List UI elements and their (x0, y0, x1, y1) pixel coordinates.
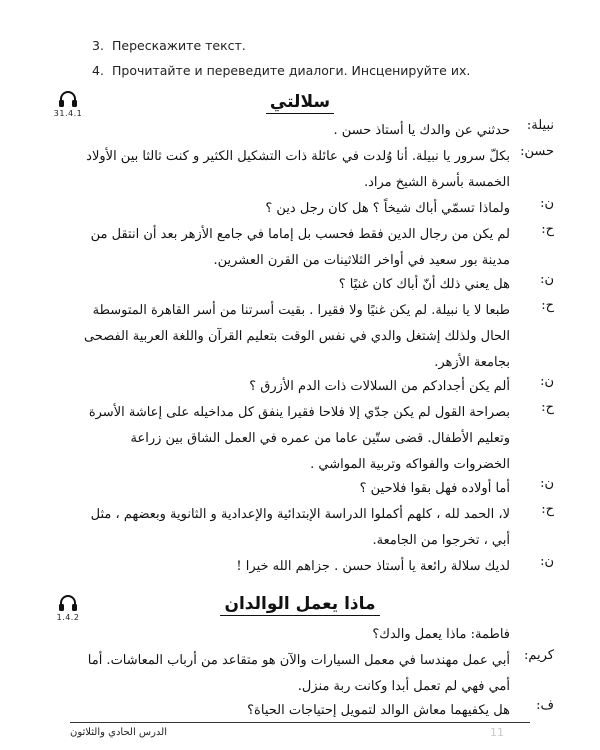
dialogue-line (80, 298, 554, 376)
dialogue-line (80, 698, 554, 724)
instruction-number: 3. (92, 38, 104, 53)
instruction-number: 4. (92, 63, 104, 78)
audio-code: 31.4.1 (53, 109, 83, 118)
speaker: حسن: (520, 144, 554, 159)
line-text: هل يكفيهما معاش الوالد لتمويل إحتياجات الحياة؟ (247, 703, 510, 718)
lesson-title: الدرس الحادي والثلاثون (70, 727, 168, 738)
instruction-4 (92, 63, 470, 78)
speaker: ن: (540, 476, 554, 491)
line-text: لديك سلالة رائعة يا أستاذ حسن . جزاهم الله خيرا ! (236, 559, 510, 574)
dialogue-line (80, 118, 554, 144)
line-text: هل يعني ذلك أنّ أباك كان غنيًا ؟ (338, 277, 510, 292)
line-text: فاطمة: ماذا يعمل والدك؟ (372, 627, 510, 642)
dialogue-line (80, 648, 554, 700)
speaker: نبيلة: (526, 118, 554, 133)
dialogue-line (80, 196, 554, 222)
footer-divider (70, 722, 530, 723)
line-text: أبي عمل مهندسا في معمل السيارات والآن هو متقاعد من أرباب المعاشات. أما أمي فهي لم تعمل أبدا وكانت ربة منزل. (87, 653, 510, 694)
speaker: ح: (541, 400, 554, 415)
speaker: ن: (540, 272, 554, 287)
line-text: طبعا لا يا نبيلة. لم يكن غنيًا ولا فقيرا . بقيت أسرتنا من أسر القاهرة المتوسطة الحال ولذلك إشتغل والدي في نفس الوقت بتعليم القرآن واللغة العربية الفصحى بجامعة الأزهر. (83, 303, 510, 370)
line-text: لا، الحمد لله ، كلهم أكملوا الدراسة الإبتدائية والإعدادية و الثانوية وبعضهم ، مثل أبي ، تخرجوا من الجامعة. (90, 507, 510, 548)
line-text: أما أولاده فهل بقوا فلاحين ؟ (359, 481, 510, 496)
dialogue-line (80, 476, 554, 502)
line-text: حدثني عن والدك يا أستاذ حسن . (333, 123, 510, 138)
dialogue-line (80, 554, 554, 580)
dialogue-line (80, 374, 554, 400)
line-text: لم يكن من رجال الدين فقط فحسب بل إماما في جامع الأزهر بعد أن انتقل من مدينة بور سعيد في أواخر الثلاثينات من القرن العشرين. (90, 227, 510, 268)
line-text: بصراحة القول لم يكن جدّي إلا فلاحا فقيرا ينفق كل مداخيله على إعاشة الأسرة وتعليم الأطفال. قضى ستّين عاما من عمره في العمل الشاق بين زراعة الخضروات والفواكه وتربية المواشي . (88, 405, 510, 472)
dialogue-line (80, 400, 554, 478)
dialogue-line (80, 222, 554, 274)
dialogue-line (80, 502, 554, 554)
speaker: ن: (540, 554, 554, 569)
dialogue-line (80, 272, 554, 298)
page-number: 11 (490, 726, 504, 739)
instruction-3 (92, 38, 246, 53)
line-text: بكلّ سرور يا نبيلة. أنا وُلدت في عائلة ذات التشكيل الكثير و كنت ثالثا بين الأولاد الخمسة بأسرة الشيخ مراد. (86, 149, 510, 190)
dialogue-line (80, 622, 510, 648)
instruction-text: Прочитайте и переведите диалоги. Инсценируйте их. (111, 63, 471, 78)
speaker: ف: (536, 698, 554, 713)
speaker: كريم: (523, 648, 554, 663)
speaker: ح: (541, 298, 554, 313)
line-text: ولماذا تسمّي أباك شيخاً ؟ هل كان رجل دين ؟ (265, 201, 510, 216)
audio-code: 1.4.2 (56, 613, 80, 622)
dialogue-line (80, 144, 554, 196)
section-title: سلالتي (0, 92, 600, 112)
speaker: ح: (541, 502, 554, 517)
speaker: ن: (540, 196, 554, 211)
instruction-text: Перескажите текст. (111, 38, 246, 53)
line-text: ألم يكن أجدادكم من السلالات ذات الدم الأزرق ؟ (249, 379, 510, 394)
section-title: ماذا يعمل الوالدان (0, 594, 600, 614)
speaker: ن: (540, 374, 554, 389)
speaker: ح: (541, 222, 554, 237)
